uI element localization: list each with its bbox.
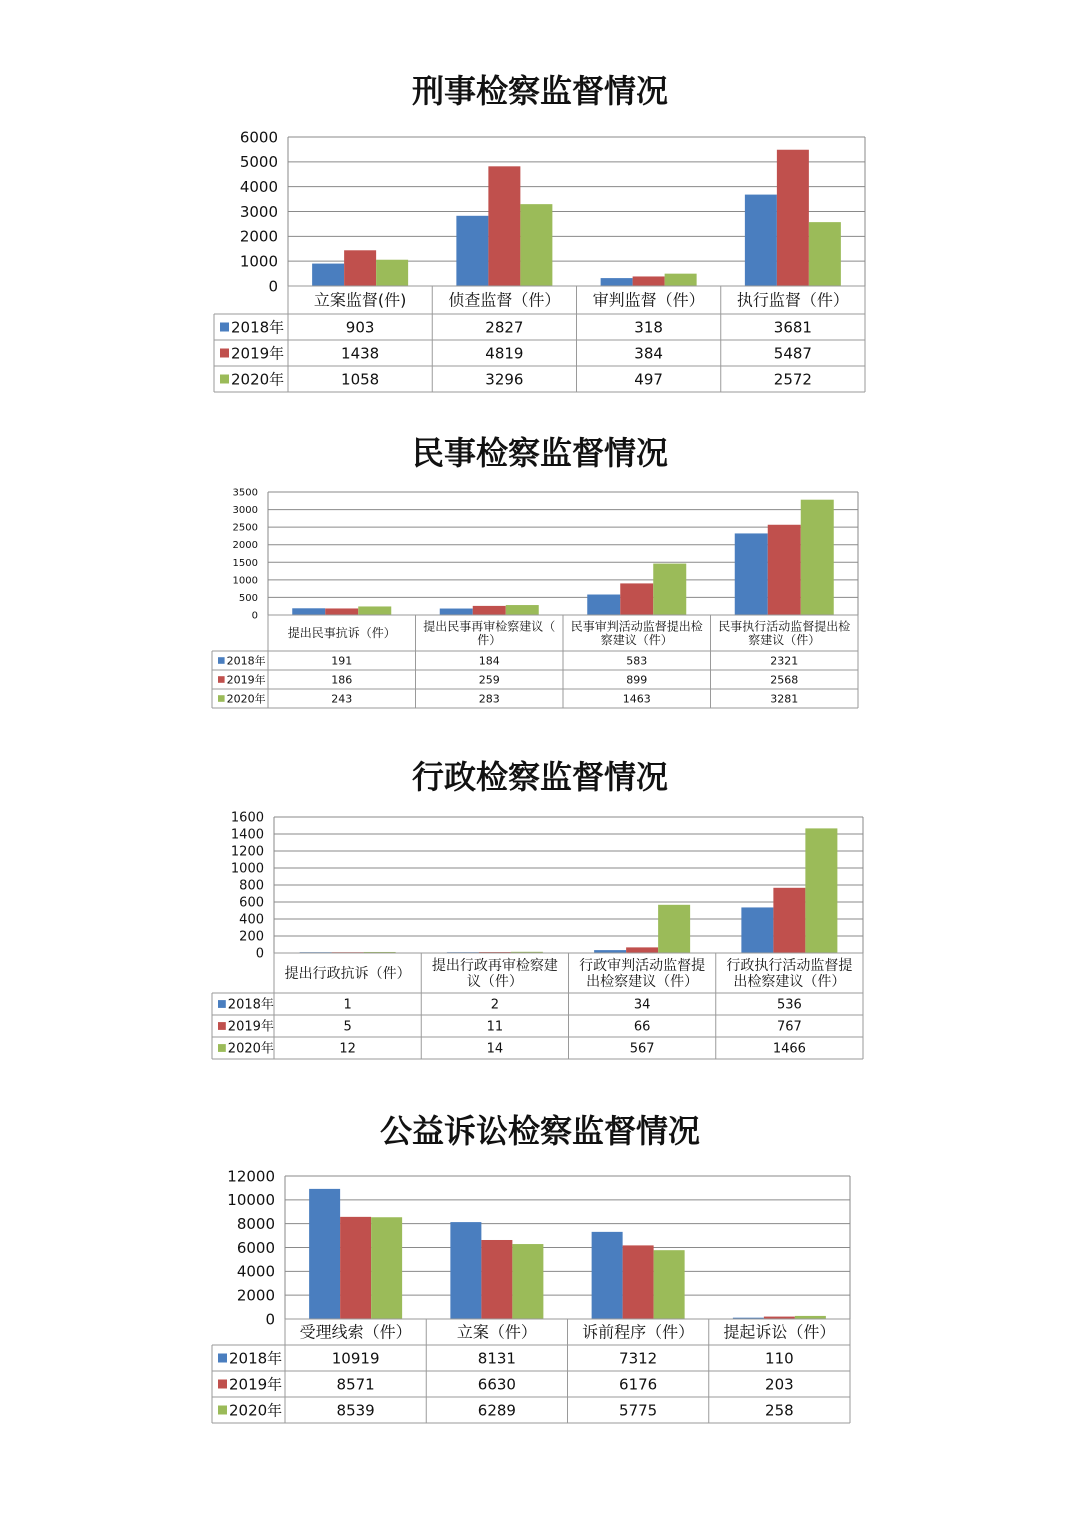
table-value: 184: [478, 654, 500, 668]
bar-2020年-4: [805, 828, 837, 953]
y-tick-label: 1200: [230, 844, 264, 860]
chart-title: 公益诉讼检察监督情况: [379, 1112, 701, 1150]
table-value: 2827: [485, 318, 524, 337]
bar-2019年-3: [623, 1245, 654, 1319]
table-value: 318: [634, 318, 663, 337]
category-label: 审判监督（件）: [592, 290, 705, 310]
category-label: 立案监督(件): [313, 290, 407, 310]
y-tick-label: 5000: [239, 153, 278, 172]
bar-2019年-4: [777, 150, 809, 286]
table-value: 5487: [773, 344, 812, 363]
table-value: 8571: [336, 1375, 375, 1394]
y-tick-label: 8000: [236, 1214, 275, 1233]
table-value: 8131: [477, 1349, 516, 1368]
y-tick-label: 4000: [239, 177, 278, 196]
y-tick-label: 4000: [236, 1262, 275, 1281]
table-value: 2321: [770, 654, 799, 668]
legend-key-2019年: [220, 349, 229, 358]
table-value: 903: [345, 318, 375, 337]
category-label: 提出行政抗诉（件）: [284, 965, 411, 982]
bar-2018年-1: [292, 608, 325, 615]
bar-2020年-2: [512, 1244, 543, 1319]
bar-2020年-3: [665, 274, 697, 286]
y-tick-label: 1000: [232, 575, 258, 587]
category-label: 行政审判活动监督提出检察建议（件）: [579, 957, 706, 990]
table-value: 5: [343, 1019, 352, 1035]
bar-2018年-4: [735, 533, 768, 615]
bar-2018年-1: [309, 1189, 340, 1319]
chart-title: 民事检察监督情况: [411, 434, 669, 472]
bar-2018年-2: [456, 216, 488, 286]
legend-key-2019年: [218, 1380, 227, 1389]
chart-title: 行政检察监督情况: [411, 758, 669, 796]
bar-2020年-1: [376, 260, 408, 286]
bar-2018年-1: [312, 264, 344, 286]
legend-label: 2020年: [231, 370, 285, 389]
table-value: 2572: [773, 370, 812, 389]
y-tick-label: 6000: [236, 1238, 275, 1257]
legend-label: 2018年: [229, 1349, 283, 1368]
table-value: 6176: [619, 1375, 658, 1394]
category-label: 诉前程序（件）: [582, 1322, 695, 1342]
bar-2019年-3: [626, 947, 658, 953]
bar-2018年-4: [745, 195, 777, 286]
bar-2018年-3: [587, 595, 620, 615]
y-tick-label: 800: [239, 878, 264, 894]
y-tick-label: 600: [239, 895, 264, 911]
chart-title: 刑事检察监督情况: [411, 72, 669, 110]
legend-key-2018年: [220, 323, 229, 332]
y-tick-label: 2000: [232, 540, 258, 552]
table-value: 5775: [619, 1401, 658, 1420]
legend-key-2018年: [218, 1354, 227, 1363]
category-label: 民事执行活动监督提出检察建议（件）: [718, 619, 851, 648]
bar-2019年-4: [773, 888, 805, 953]
bar-2018年-2: [450, 1222, 481, 1319]
legend-label: 2020年: [226, 692, 266, 706]
y-tick-label: 1000: [239, 252, 278, 271]
chart-1: [214, 72, 865, 392]
legend-label: 2020年: [227, 1041, 274, 1057]
bar-2019年-1: [340, 1217, 371, 1319]
legend-label: 2018年: [226, 654, 266, 668]
bar-2019年-2: [473, 606, 506, 615]
y-tick-label: 2500: [232, 522, 258, 534]
table-value: 2568: [770, 673, 799, 687]
table-value: 4819: [485, 344, 524, 363]
bar-2020年-3: [653, 564, 686, 615]
chart-2: [212, 434, 858, 708]
y-tick-label: 12000: [227, 1167, 275, 1186]
bar-2020年-2: [506, 605, 539, 615]
bar-2019年-2: [488, 166, 520, 286]
y-tick-label: 1000: [230, 861, 264, 877]
y-tick-label: 6000: [239, 128, 278, 147]
bar-2020年-3: [658, 905, 690, 953]
legend-label: 2018年: [231, 318, 285, 337]
table-value: 243: [331, 692, 353, 706]
bar-2020年-4: [809, 222, 841, 286]
legend-key-2018年: [218, 1000, 226, 1008]
table-value: 3296: [485, 370, 524, 389]
table-value: 2: [490, 997, 500, 1013]
legend-key-2020年: [218, 695, 225, 702]
table-value: 3281: [770, 692, 799, 706]
table-value: 497: [634, 370, 663, 389]
table-value: 34: [633, 997, 651, 1013]
legend-key-2019年: [218, 1022, 226, 1030]
category-label: 提出行政再审检察建议（件）: [431, 957, 558, 990]
bar-2018年-3: [601, 278, 633, 286]
bar-2020年-1: [371, 1217, 402, 1319]
table-value: 583: [626, 654, 648, 668]
table-value: 66: [633, 1019, 651, 1035]
table-value: 191: [331, 654, 353, 668]
table-value: 1: [343, 997, 352, 1013]
table-value: 8539: [336, 1401, 375, 1420]
table-value: 384: [634, 344, 663, 363]
y-tick-label: 3000: [239, 202, 278, 221]
category-label: 立案（件）: [456, 1322, 537, 1342]
legend-label: 2019年: [229, 1375, 283, 1394]
table-value: 203: [765, 1375, 794, 1394]
y-tick-label: 3500: [232, 487, 258, 499]
bar-2019年-1: [325, 608, 358, 615]
y-tick-label: 200: [239, 929, 264, 945]
table-value: 283: [478, 692, 500, 706]
table-value: 10919: [331, 1349, 380, 1368]
bar-2019年-2: [481, 1240, 512, 1319]
bar-2019年-1: [344, 250, 376, 286]
legend-label: 2019年: [231, 344, 285, 363]
legend-label: 2019年: [226, 673, 266, 687]
category-label: 受理线索（件）: [299, 1322, 412, 1342]
category-label: 提出民事再审检察建议（件）: [423, 619, 556, 648]
bar-2018年-4: [741, 907, 773, 953]
legend-label: 2019年: [227, 1019, 274, 1035]
table-value: 7312: [619, 1349, 658, 1368]
category-label: 提起诉讼（件）: [723, 1322, 836, 1342]
legend-key-2020年: [218, 1406, 227, 1415]
legend-key-2018年: [218, 657, 225, 664]
bar-2020年-1: [358, 606, 391, 615]
y-tick-label: 3000: [232, 505, 258, 517]
category-label: 民事审判活动监督提出检察建议（件）: [570, 619, 703, 648]
chart-3: [212, 758, 863, 1059]
table-value: 6289: [477, 1401, 516, 1420]
table-value: 536: [776, 997, 802, 1013]
table-value: 1058: [341, 370, 380, 389]
legend-label: 2018年: [227, 997, 274, 1013]
y-tick-label: 0: [255, 946, 264, 962]
table-value: 3681: [773, 318, 812, 337]
table-value: 1463: [622, 692, 651, 706]
category-label: 侦查监督（件）: [448, 290, 561, 310]
bar-2019年-3: [620, 583, 653, 615]
category-label: 行政执行活动监督提出检察建议（件）: [726, 957, 853, 990]
table-value: 186: [331, 673, 353, 687]
bar-2020年-3: [654, 1250, 685, 1319]
table-value: 12: [339, 1041, 356, 1057]
y-tick-label: 0: [265, 1310, 275, 1329]
y-tick-label: 400: [239, 912, 264, 928]
table-value: 258: [765, 1401, 794, 1420]
table-value: 567: [629, 1041, 655, 1057]
y-tick-label: 2000: [239, 227, 278, 246]
legend-key-2019年: [218, 676, 225, 683]
y-tick-label: 500: [238, 592, 258, 604]
y-tick-label: 2000: [236, 1286, 275, 1305]
table-value: 259: [478, 673, 500, 687]
table-value: 14: [486, 1041, 504, 1057]
y-tick-label: 1500: [232, 557, 258, 569]
table-value: 1438: [341, 344, 380, 363]
bar-2020年-4: [801, 500, 834, 615]
bar-2020年-2: [520, 204, 552, 286]
y-tick-label: 0: [268, 277, 278, 296]
bar-2019年-3: [633, 276, 665, 286]
category-label: 执行监督（件）: [736, 290, 849, 310]
legend-key-2020年: [220, 375, 229, 384]
y-tick-label: 1400: [230, 827, 264, 843]
chart-4: [212, 1112, 850, 1423]
table-value: 11: [486, 1019, 504, 1035]
y-tick-label: 10000: [227, 1191, 275, 1210]
table-value: 1466: [772, 1041, 806, 1057]
bar-2018年-2: [440, 609, 473, 615]
y-tick-label: 0: [251, 610, 258, 622]
legend-label: 2020年: [229, 1401, 283, 1420]
bar-2018年-3: [592, 1232, 623, 1319]
y-tick-label: 1600: [230, 810, 264, 826]
category-label: 提出民事抗诉（件）: [287, 626, 396, 641]
table-value: 767: [776, 1019, 802, 1035]
table-value: 6630: [477, 1375, 516, 1394]
table-value: 110: [765, 1349, 794, 1368]
legend-key-2020年: [218, 1044, 226, 1052]
table-value: 899: [626, 673, 648, 687]
bar-2019年-4: [768, 525, 801, 615]
